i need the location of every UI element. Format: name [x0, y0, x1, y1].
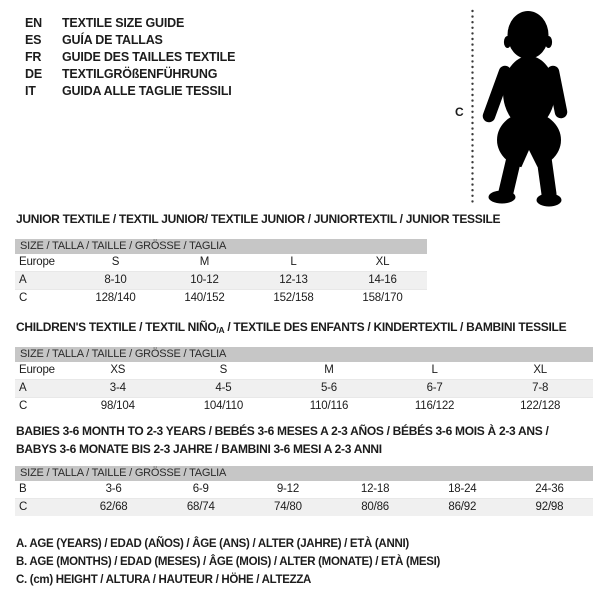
table-cell: 6-9: [192, 483, 209, 495]
children-size-table: [15, 347, 593, 415]
table-title-subscript: /A: [216, 325, 225, 335]
junior-table-title: JUNIOR TEXTILE / TEXTIL JUNIOR/ TEXTILE JUNIOR / JUNIORTEXTIL / JUNIOR TESSILE: [16, 212, 501, 226]
language-title: GUIDE DES TAILLES TEXTILE: [62, 50, 236, 64]
language-code: FR: [25, 50, 42, 64]
children-table-title: [16, 320, 566, 335]
language-code: EN: [25, 16, 42, 30]
footnote-height-cm: C. (cm) HEIGHT / ALTURA / HAUTEUR / HÖHE / ALTEZZA: [16, 574, 312, 586]
height-marker-label: C: [455, 105, 464, 119]
table-cell: 24-36: [535, 483, 564, 495]
table-cell: 14-16: [368, 274, 397, 286]
table-cell: XS: [110, 364, 126, 376]
height-dotted-line: [470, 8, 475, 210]
footnote-age-years: A. AGE (YEARS) / EDAD (AÑOS) / ÂGE (ANS) / ALTER (JAHRE) / ETÀ (ANNI): [16, 538, 409, 550]
language-row: [25, 15, 235, 32]
row-label: Europe: [19, 364, 55, 376]
table-row: [15, 290, 427, 307]
language-title: GUIDA ALLE TAGLIE TESSILI: [62, 84, 232, 98]
table-cell: S: [111, 256, 120, 268]
row-label: Europe: [19, 256, 55, 268]
table-cell: 92/98: [535, 501, 564, 513]
language-row: [25, 49, 235, 66]
language-row: [25, 83, 235, 100]
row-label: C: [19, 292, 28, 304]
table-title-part: / TEXTILE DES ENFANTS / KINDERTEXTIL / BAMBINI TESSILE: [224, 320, 567, 334]
row-label: C: [19, 400, 28, 412]
table-cell: 158/170: [362, 292, 403, 304]
table-cell: 98/104: [100, 400, 135, 412]
language-list: [25, 15, 235, 100]
footnote-age-months: B. AGE (MONTHS) / EDAD (MESES) / ÂGE (MOIS) / ALTER (MONATE) / ETÀ (MESI): [16, 556, 441, 568]
table-cell: 10-12: [190, 274, 219, 286]
table-cell: 116/122: [414, 400, 455, 412]
table-title-part: CHILDREN'S TEXTILE / TEXTIL NIÑO: [16, 320, 217, 334]
table-title-line: BABYS 3-6 MONATE BIS 2-3 JAHRE / BAMBINI 3-6 MESI A 2-3 ANNI: [16, 442, 382, 456]
table-cell: 4-5: [215, 382, 232, 394]
table-cell: 12-18: [360, 483, 390, 495]
table-row: [15, 272, 427, 290]
table-row: [15, 481, 593, 499]
table-row: [15, 362, 593, 380]
table-row: [15, 254, 427, 272]
language-row: [25, 66, 235, 83]
row-label: A: [19, 274, 27, 286]
row-label: C: [19, 501, 28, 513]
table-row: [15, 398, 593, 415]
table-cell: 80/86: [361, 501, 389, 513]
language-title: GUÍA DE TALLAS: [62, 33, 163, 47]
language-code: ES: [25, 33, 42, 47]
table-cell: 5-6: [320, 382, 337, 394]
table-cell: S: [219, 364, 228, 376]
table-cell: XL: [375, 256, 390, 268]
language-row: [25, 32, 235, 49]
table-cell: 86/92: [448, 501, 477, 513]
legend-footnotes: [16, 535, 440, 589]
table-cell: 7-8: [532, 382, 549, 394]
table-cell: 6-7: [426, 382, 443, 394]
table-cell: 62/68: [99, 501, 128, 513]
row-label: A: [19, 382, 27, 394]
table-row: [15, 499, 593, 516]
language-code: DE: [25, 67, 42, 81]
table-cell: 122/128: [520, 400, 561, 412]
table-cell: M: [324, 364, 334, 376]
table-cell: 68/74: [186, 501, 215, 513]
table-title-line: BABIES 3-6 MONTH TO 2-3 YEARS / BEBÉS 3-6 MESES A 2-3 AÑOS / BÉBÉS 3-6 MOIS À 2-3 ANS /: [16, 424, 549, 438]
table-cell: 152/158: [273, 292, 314, 304]
size-header-bar: SIZE / TALLA / TAILLE / GRÖSSE / TAGLIA: [15, 466, 593, 481]
table-cell: 110/116: [309, 400, 349, 412]
size-header-bar: SIZE / TALLA / TAILLE / GRÖSSE / TAGLIA: [15, 239, 427, 254]
baby-silhouette-icon: [478, 8, 570, 208]
table-cell: XL: [533, 364, 547, 376]
table-cell: 18-24: [448, 483, 477, 495]
language-code: IT: [25, 84, 36, 98]
size-header-bar: SIZE / TALLA / TAILLE / GRÖSSE / TAGLIA: [15, 347, 593, 362]
row-label: B: [19, 483, 27, 495]
table-cell: 128/140: [95, 292, 136, 304]
table-cell: L: [431, 364, 438, 376]
table-cell: L: [290, 256, 297, 268]
table-cell: 140/152: [184, 292, 225, 304]
babies-table-title: [16, 422, 548, 458]
table-row: [15, 380, 593, 398]
table-cell: 74/80: [274, 501, 302, 513]
table-cell: 12-13: [279, 274, 308, 286]
table-cell: M: [199, 256, 210, 268]
table-cell: 3-6: [105, 483, 122, 495]
table-cell: 8-10: [104, 274, 127, 286]
table-cell: 3-4: [109, 382, 126, 394]
babies-size-table: [15, 466, 593, 516]
language-title: TEXTILE SIZE GUIDE: [62, 16, 185, 30]
table-cell: 104/110: [203, 400, 244, 412]
table-cell: 9-12: [276, 483, 300, 495]
language-title: TEXTILGRÖßENFÜHRUNG: [62, 67, 218, 81]
junior-size-table: [15, 239, 427, 307]
